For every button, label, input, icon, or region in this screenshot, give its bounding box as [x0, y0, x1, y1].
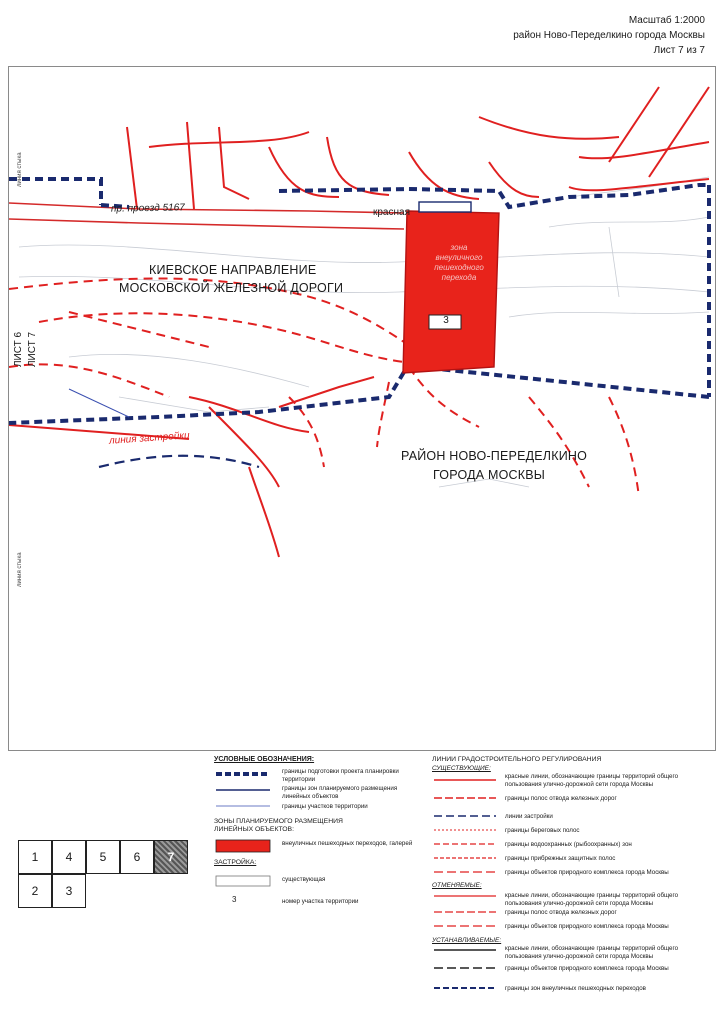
sheet-6-label: ЛИСТ 6: [13, 331, 24, 367]
kiev-label-2: МОСКОВСКОЙ ЖЕЛЕЗНОЙ ДОРОГИ: [119, 281, 344, 295]
build-line: [99, 456, 259, 467]
legend-existing-3: линии застройки: [505, 813, 553, 820]
map-drawing: [9, 67, 716, 751]
legend-left: [214, 756, 424, 764]
zone-label-3: пешеходного: [434, 263, 484, 272]
legend-left-symbols: [214, 768, 274, 918]
plot-boundary: [69, 389, 129, 417]
legend-established-title: УСТАНАВЛИВАЕМЫЕ:: [432, 937, 502, 944]
legend-cancelled-1: красные линии, обозначающие границы территорий общего пользования улично-дорожной сети города Москвы: [505, 892, 679, 907]
red-lines: [9, 87, 709, 557]
legend-existing-5: границы водоохранных (рыбоохранных) зон: [505, 841, 632, 848]
seam-line-top-label: линия стыка: [17, 152, 23, 187]
legend-zones-item: внеуличных пешеходных переходов, галерей: [282, 840, 413, 847]
legend-cancelled-3: границы объектов природного комплекса города Москвы: [505, 923, 669, 930]
legend-item-zone-bound: границы зон планируемого размещения линейных объектов: [282, 785, 398, 800]
legend-existing-6: границы прибрежных защитных полос: [505, 855, 616, 862]
sheet-cell: 1: [18, 840, 52, 874]
map-frame: [8, 66, 716, 751]
legend-established-1: красные линии, обозначающие границы территорий общего пользования улично-дорожной сети города Москвы: [505, 945, 679, 960]
district-label: район Ново-Переделкино города Москвы: [513, 30, 705, 41]
legend-number-item: номер участка территории: [282, 898, 359, 905]
legend-right-title: ЛИНИИ ГРАДОСТРОИТЕЛЬНОГО РЕГУЛИРОВАНИЯ: [432, 756, 602, 763]
passage-label: пр. проезд 5167: [110, 202, 185, 215]
legend-established-3: границы зон внеуличных пешеходных переходов: [505, 985, 646, 992]
seam-line-bottom-label: линия стыка: [17, 552, 23, 587]
sheet-cell: 2: [18, 874, 52, 908]
legend-existing-1: красные линии, обозначающие границы территорий общего пользования улично-дорожной сети города Москвы: [505, 773, 679, 788]
sheet-cell: 4: [52, 840, 86, 874]
legend-cancelled-2: границы полос отвода железных дорог: [505, 909, 617, 916]
scale-label: Масштаб 1:2000: [628, 15, 705, 26]
legend-item-plot: границы участков территории: [282, 803, 368, 810]
sheet-cell: 6: [120, 840, 154, 874]
kiev-label-1: КИЕВСКОЕ НАПРАВЛЕНИЕ: [149, 263, 317, 277]
rail-boundary-lines: [9, 278, 639, 497]
sheet-cell: 5: [86, 840, 120, 874]
project-boundary: [9, 179, 709, 423]
legend-zones-title: ЗОНЫ ПЛАНИРУЕМОГО РАЗМЕЩЕНИЯ ЛИНЕЙНЫХ ОБЪЕКТОВ:: [214, 818, 343, 833]
legend-build-title: ЗАСТРОЙКА:: [214, 859, 257, 866]
legend-established-2: границы объектов природного комплекса города Москвы: [505, 965, 669, 972]
build-line-label: линия застройки: [108, 430, 190, 447]
pedestrian-zone: [403, 202, 499, 373]
legend-title: УСЛОВНЫЕ ОБОЗНАЧЕНИЯ:: [214, 756, 315, 763]
zone-label-1: зона: [450, 243, 468, 252]
legend-item-project: границы подготовки проекта планировки территории: [282, 768, 399, 783]
plot-number: 3: [443, 315, 449, 326]
legend-existing-4: границы береговых полос: [505, 827, 580, 834]
district-label-2: ГОРОДА МОСКВЫ: [433, 468, 546, 482]
sheet-cell-active: 7: [154, 840, 188, 874]
district-label-1: РАЙОН НОВО-ПЕРЕДЕЛКИНО: [401, 449, 588, 463]
sheet-label: Лист 7 из 7: [653, 45, 705, 56]
legend-number-symbol: 3: [232, 895, 237, 904]
legend-existing-7: границы объектов природного комплекса города Москвы: [505, 869, 669, 876]
passage-road: [9, 203, 404, 229]
legend-existing-2: границы полос отвода железных дорог: [505, 795, 617, 802]
zone-label-4: перехода: [441, 273, 477, 282]
legend-right-symbols: [432, 774, 500, 1024]
legend-cancelled-title: ОТМЕНЯЕМЫЕ:: [432, 882, 482, 889]
sheet-cell: 3: [52, 874, 86, 908]
legend-build-item: существующая: [282, 876, 326, 883]
zone-label-2: внеуличного: [435, 253, 483, 262]
legend-existing-title: СУЩЕСТВУЮЩИЕ:: [432, 765, 491, 772]
red-line-label: красная: [373, 207, 410, 218]
sheet-7-label: ЛИСТ 7: [27, 331, 38, 367]
